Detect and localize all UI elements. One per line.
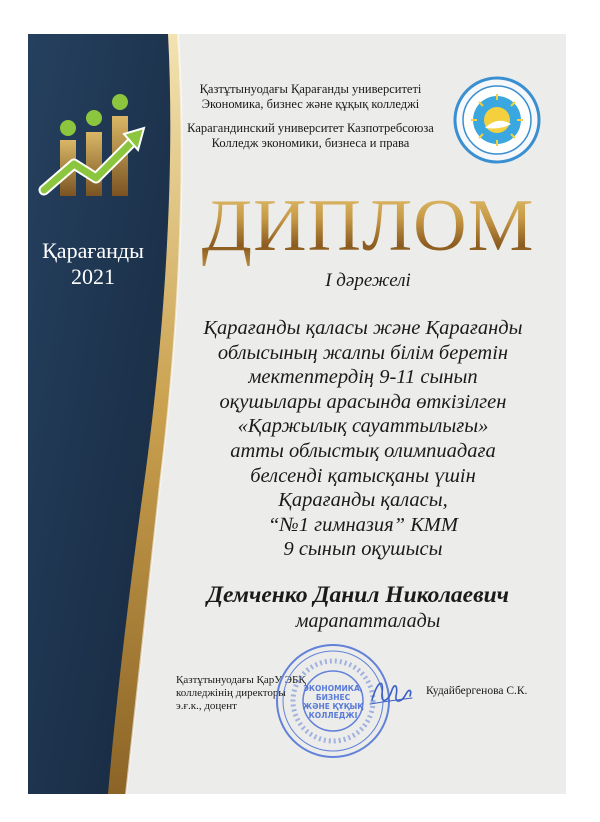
university-emblem-icon	[453, 76, 541, 164]
award-text	[168, 316, 558, 562]
stamp-line-1: ЭКОНОМИКА,	[303, 684, 363, 693]
city-name: Қарағанды	[42, 238, 144, 263]
diploma-title: ДИПЛОМ	[178, 186, 558, 266]
body-line-10: 9 сынып оқушысы	[283, 538, 443, 561]
body-line-1: Қарағанды қаласы және Қарағанды	[203, 317, 523, 339]
institution-header	[178, 82, 443, 151]
signatory-name: Кудайбергенова С.К.	[426, 685, 528, 697]
city-year	[28, 238, 158, 290]
signatory-line-2: колледжінің директоры	[176, 687, 286, 699]
body-line-8: Қарағанды қаласы,	[278, 489, 448, 512]
header-line-2: Экономика, бизнес және құқық колледжі	[201, 97, 420, 111]
header-line-1: Қазтұтынуодағы Қарағанды университеті	[199, 82, 422, 96]
body-line-3: мектептердің 9-11 сынып	[248, 366, 478, 389]
signatory-line-1: Қазтұтынуодағы ҚарУ ЭБҚ	[176, 674, 306, 686]
stamp-line-4: КОЛЛЕДЖІ	[308, 711, 358, 720]
body-line-2: облысының жалпы білім беретін	[217, 341, 509, 364]
body-line-7: белсенді қатысқаны үшін	[250, 464, 476, 487]
diploma-sheet	[28, 34, 566, 794]
signatory-line-3: э.ғ.к., доцент	[176, 700, 237, 712]
degree-label: І дәрежелі	[325, 270, 411, 291]
year: 2021	[71, 264, 115, 289]
stamp-line-3: ЖӘНЕ ҚҰҚЫҚ	[302, 702, 364, 711]
header-line-3: Карагандинский университет Казпотребсоюза	[187, 121, 434, 135]
handwritten-signature	[368, 672, 414, 710]
body-line-6: атты облыстық олимпиадаға	[230, 439, 496, 462]
recipient-name: Демченко Данил Николаевич	[207, 582, 509, 608]
body-line-9: “№1 гимназия” КММ	[268, 513, 458, 536]
body-line-5: «Қаржылық сауаттылығы»	[237, 415, 489, 438]
college-logo-icon	[38, 94, 153, 202]
body-line-4: оқушылары арасында өткізілген	[219, 390, 507, 413]
stamp-line-2: БИЗНЕС	[315, 693, 351, 702]
header-line-4: Колледж экономики, бизнеса и права	[211, 136, 410, 150]
award-verb: марапатталады	[295, 610, 441, 632]
